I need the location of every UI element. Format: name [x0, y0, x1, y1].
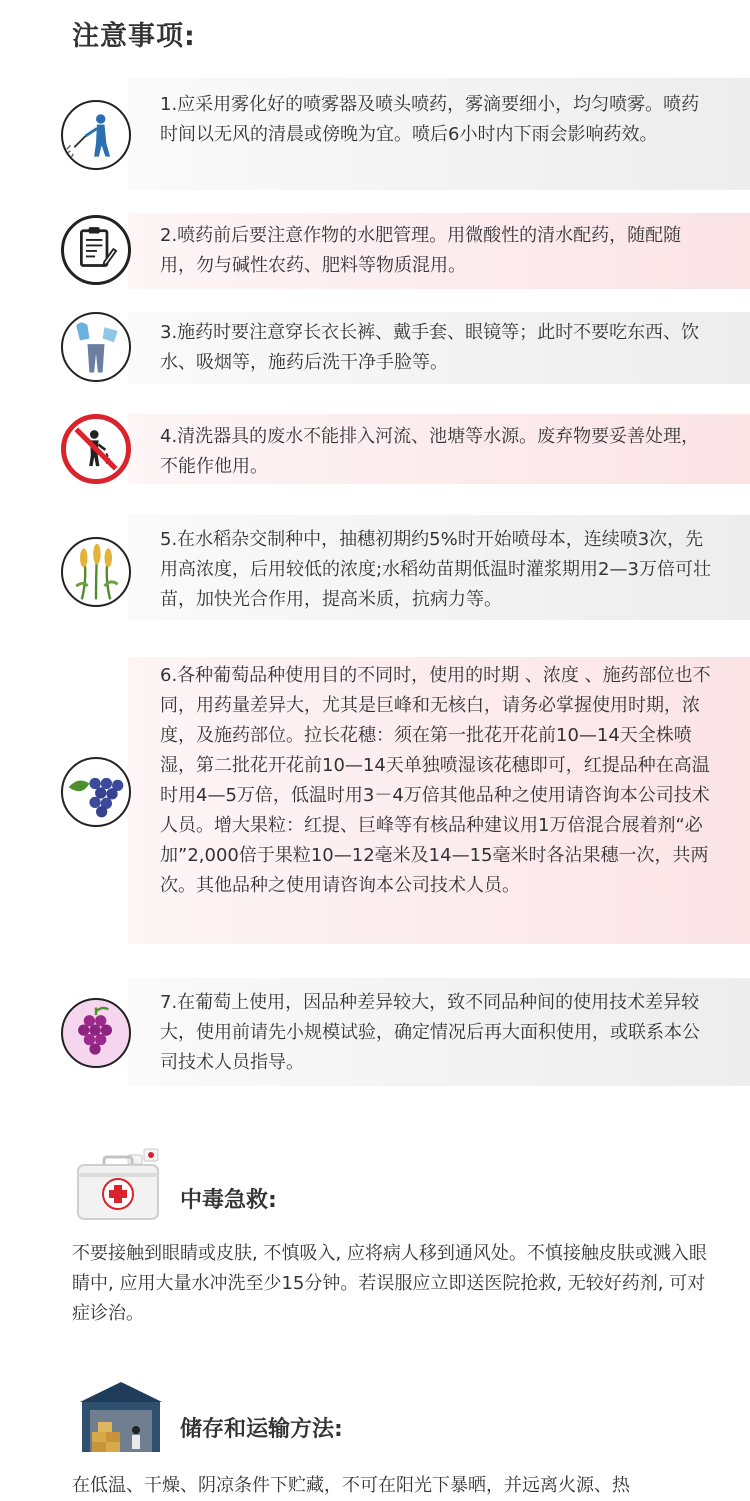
note-text: 3.施药时要注意穿长衣长裤、戴手套、眼镜等；此时不要吃东西、饮水、吸烟等，施药后洗干净手脸等。	[160, 322, 700, 373]
storage-header	[0, 1378, 750, 1458]
first-aid-text: 不要接触到眼睛或皮肤, 不慎吸入, 应将病人移到通风处。不慎接触皮肤或溅入眼睛中, 应用大量水冲洗至少15分钟。若误服应立即送医院抢救, 无较好药剂, 可对症诊治。	[72, 1243, 707, 1324]
page-title: 注意事项:	[72, 21, 196, 52]
protective-gear-icon	[61, 312, 131, 382]
warehouse-icon	[78, 1380, 164, 1454]
clipboard-icon	[61, 215, 131, 285]
wheat-icon	[61, 537, 131, 607]
note-card-1	[0, 78, 750, 190]
no-dumping-icon	[61, 414, 131, 484]
note-text: 4.清洗器具的废水不能排入河流、池塘等水源。废弃物要妥善处理，不能作他用。	[160, 426, 700, 477]
note-card-3	[0, 312, 750, 384]
note-text: 6.各种葡萄品种使用目的不同时，使用的时期 、浓度 、施药部位也不同，用药量差异大，尤其是巨峰和无核白，请务必掌握使用时期，浓度，及施药部位。拉长花穗：须在第一批花开花前10—14天全株喷湿，第二批花开花前10—14天单独喷湿该花穗即可，红提品种在高温时用4—5万倍，低温时用3－4万倍其他品种之使用请咨询本公司技术人员。增大果粒：红提、巨峰等有核品种建议用1万倍混合展着剂“必加”2,000倍于果粒10—12毫米及14—15毫米时各沾果穗一次，共两次。其他品种之使用请咨询本公司技术人员。	[160, 665, 711, 896]
note-card-5	[0, 515, 750, 620]
first-aid-heading: 中毒急救:	[180, 1188, 277, 1213]
first-aid-kit-icon	[74, 1147, 166, 1225]
sprayer-icon	[61, 100, 131, 170]
note-card-6	[0, 657, 750, 944]
storage-heading: 储存和运输方法:	[180, 1417, 343, 1442]
note-card-7	[0, 978, 750, 1086]
storage-text: 在低温、干燥、阴凉条件下贮藏，不可在阳光下暴晒，并远离火源、热	[72, 1475, 630, 1496]
grapes-purple-icon	[61, 998, 131, 1068]
note-text: 1.应采用雾化好的喷雾器及喷头喷药，雾滴要细小，均匀喷雾。喷药时间以无风的清晨或傍晚为宜。喷后6小时内下雨会影响药效。	[160, 94, 700, 145]
note-text: 5.在水稻杂交制种中，抽穗初期约5%时开始喷母本，连续喷3次，先用高浓度，后用较低的浓度;水稻幼苗期低温时灌浆期用2—3万倍可壮苗，加快光合作用，提高米质，抗病力等。	[160, 529, 711, 610]
note-text: 2.喷药前后要注意作物的水肥管理。用微酸性的清水配药，随配随用，勿与碱性农药、肥料等物质混用。	[160, 225, 682, 276]
note-card-4	[0, 414, 750, 484]
note-text: 7.在葡萄上使用，因品种差异较大，致不同品种间的使用技术差异较大，使用前请先小规模试验，确定情况后再大面积使用，或联系本公司技术人员指导。	[160, 992, 700, 1073]
grapes-blue-icon	[61, 757, 131, 827]
first-aid-header	[0, 1145, 750, 1225]
note-card-2	[0, 213, 750, 289]
